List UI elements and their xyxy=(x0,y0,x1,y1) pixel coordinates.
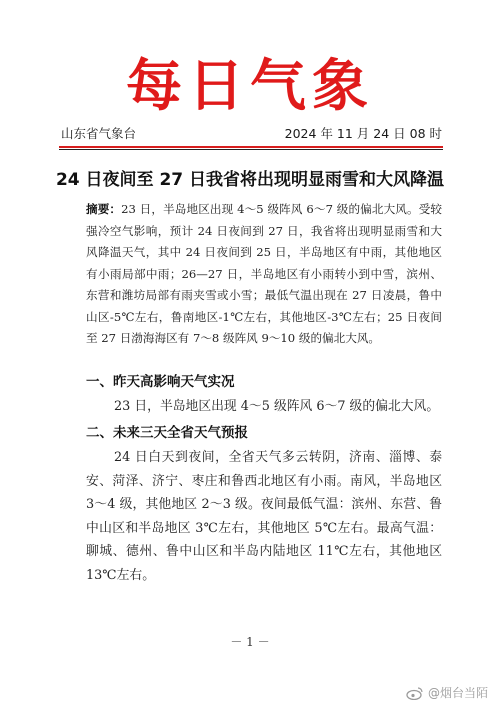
section-heading-observed: 一、昨天高影响天气实况 xyxy=(86,374,235,390)
abstract-label: 摘要： xyxy=(86,202,122,216)
abstract-text: 23 日，半岛地区出现 4～5 级阵风 6～7 级的偏北大风。受较强冷空气影响，预计 24 日夜间到 27 日，我省将出现明显雨雪和大风降温天气，其中 24 日夜间到 25 日，半岛地区有中雨，其他地区有小雨局部中雨；26—27 日，半岛地区有小雨转小到中雪，滨州、东营和潍坊局部有雨夹雪或小雪；最低气温出现在 27 日凌晨，鲁中山区-5℃左右，鲁南地区-1℃左右，其他地区-3℃左右；25 日夜间至 27 日渤海海区有 7～8 级阵风 9～10 级的偏北大风。 xyxy=(86,202,442,345)
issue-info-row xyxy=(61,124,442,142)
watermark xyxy=(406,684,488,701)
header-red-rule xyxy=(59,146,443,148)
section-text-forecast xyxy=(86,446,442,587)
watermark-text: @烟台当陌 xyxy=(427,686,488,700)
abstract-paragraph xyxy=(86,199,442,350)
section-text-observed-content: 23 日，半岛地区出现 4～5 级阵风 6～7 级的偏北大风。 xyxy=(114,399,440,414)
weibo-icon xyxy=(406,686,424,700)
page-number: － 1 － xyxy=(230,635,270,649)
header-black-rule xyxy=(59,149,443,150)
section-text-observed xyxy=(86,395,442,419)
document-title: 24 日夜间至 27 日我省将出现明显雨雪和大风降温 xyxy=(55,170,445,190)
issue-time: 2024 年 11 月 24 日 08 时 xyxy=(284,126,442,141)
section-text-forecast-content: 24 日白天到夜间，全省天气多云转阴，济南、淄博、泰安、菏泽、济宁、枣庄和鲁西北地区有小雨。南风，半岛地区 3～4 级，其他地区 2～3 级。夜间最低气温：滨州、东营、鲁中山区和半岛地区 3℃左右，其他地区 5℃左右。最高气温：聊城、德州、鲁中山区和半岛内陆地区 11℃左右，其他地区 13℃左右。 xyxy=(86,450,442,583)
masthead-title: 每日气象 xyxy=(126,53,374,119)
section-heading-forecast: 二、未来三天全省天气预报 xyxy=(86,425,248,441)
issuer: 山东省气象台 xyxy=(61,126,137,141)
